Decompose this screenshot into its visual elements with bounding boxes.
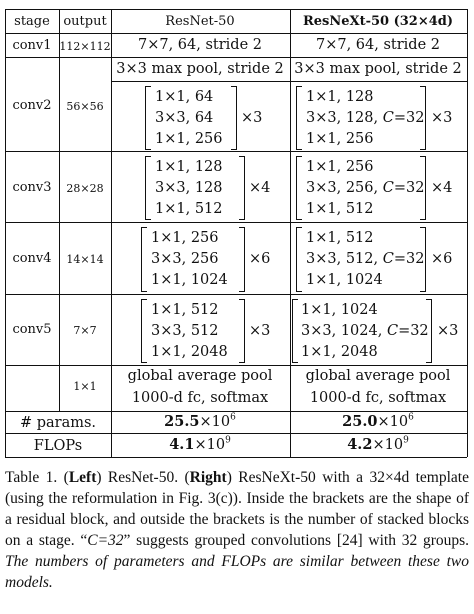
resnext-conv3-l1: 1×1, 256 bbox=[306, 159, 374, 175]
table-caption: Table 1. (Left) ResNet-50. (Right) ResNeXt-50 with a 32×4d template (using the reformulation in Fig. 3(c)). Inside the brackets are the shape of a residual block, and outside the brackets is the number of stacked blocks on a stage. “C=32” suggests grouped convolutions [24] with 32 groups. The numbers of parameters and FLOPs are similar between these two models. bbox=[5, 469, 470, 591]
output-conv2: 56×56 bbox=[66, 100, 104, 113]
resnext-conv3-left-bracket bbox=[296, 156, 302, 220]
resnet-conv5-l2: 3×3, 512 bbox=[151, 323, 219, 339]
params-label: # params. bbox=[19, 415, 97, 431]
resnet-fc: 1000-d fc, softmax bbox=[131, 390, 269, 406]
output-conv4: 14×14 bbox=[66, 253, 104, 266]
resnet-conv5-right-bracket bbox=[239, 299, 245, 363]
header-output: output bbox=[63, 14, 107, 29]
resnet-conv2-l3: 1×1, 256 bbox=[155, 131, 223, 147]
resnext-gap: global average pool bbox=[305, 368, 451, 384]
output-conv1: 112×112 bbox=[59, 40, 111, 53]
resnext-conv4-l1: 1×1, 512 bbox=[306, 230, 374, 246]
header-resnet: ResNet-50 bbox=[165, 14, 235, 29]
resnet-conv1: 7×7, 64, stride 2 bbox=[137, 37, 263, 53]
resnet-conv3-l1: 1×1, 128 bbox=[155, 159, 223, 175]
resnext-conv5-mult: ×3 bbox=[437, 323, 459, 339]
resnet-conv3-l2: 3×3, 128 bbox=[155, 180, 223, 196]
resnext-conv5-l2: 3×3, 1024, C=32 bbox=[301, 323, 429, 339]
resnext-conv4-l2: 3×3, 512, C=32 bbox=[306, 251, 425, 267]
resnext-conv2-l1: 1×1, 128 bbox=[306, 89, 374, 105]
resnext-flops: $4.2\times 10^9$ bbox=[347, 435, 409, 453]
resnext-conv1: 7×7, 64, stride 2 bbox=[315, 37, 441, 53]
resnext-conv2-l2: 3×3, 128, C=32 bbox=[306, 110, 425, 126]
resnet-conv4-mult: ×6 bbox=[249, 251, 271, 267]
stage-conv1: conv1 bbox=[12, 38, 52, 53]
output-final: 1×1 bbox=[73, 380, 97, 393]
header-resnext: ResNeXt-50 (32×4d) bbox=[302, 14, 454, 29]
stage-conv2: conv2 bbox=[12, 98, 52, 113]
stage-conv3: conv3 bbox=[12, 180, 52, 195]
resnet-conv4-left-bracket bbox=[141, 227, 147, 292]
resnet-gap: global average pool bbox=[127, 368, 273, 384]
resnet-conv4-right-bracket bbox=[239, 227, 245, 292]
resnet-conv2-l1: 1×1, 64 bbox=[155, 89, 214, 105]
resnext-maxpool: 3×3 max pool, stride 2 bbox=[294, 61, 462, 77]
resnet-conv2-left-bracket bbox=[145, 86, 151, 150]
resnext-conv3-mult: ×4 bbox=[431, 180, 453, 196]
resnet-conv2-mult: ×3 bbox=[241, 110, 263, 126]
resnet-flops: $4.1\times 10^9$ bbox=[169, 435, 231, 453]
stage-conv5: conv5 bbox=[12, 322, 52, 337]
resnext-fc: 1000-d fc, softmax bbox=[309, 390, 447, 406]
resnext-conv2-left-bracket bbox=[296, 86, 302, 150]
resnet-conv4-l2: 3×3, 256 bbox=[151, 251, 219, 267]
resnext-conv5-l1: 1×1, 1024 bbox=[301, 302, 378, 318]
resnet-conv3-l3: 1×1, 512 bbox=[155, 201, 223, 217]
resnext-conv3-l2: 3×3, 256, C=32 bbox=[306, 180, 425, 196]
resnet-conv4-l3: 1×1, 1024 bbox=[151, 272, 228, 288]
resnet-conv2-right-bracket bbox=[231, 86, 237, 150]
resnet-conv3-left-bracket bbox=[145, 156, 151, 220]
stage-conv4: conv4 bbox=[12, 251, 52, 266]
resnet-conv5-l3: 1×1, 2048 bbox=[151, 344, 228, 360]
architecture-table bbox=[5, 9, 467, 457]
resnext-conv4-left-bracket bbox=[296, 227, 302, 292]
resnext-conv5-left-bracket bbox=[292, 299, 298, 363]
resnet-conv5-left-bracket bbox=[141, 299, 147, 363]
resnext-params: $25.0\times 10^6$ bbox=[342, 412, 414, 430]
resnet-conv4-l1: 1×1, 256 bbox=[151, 230, 219, 246]
resnext-conv2-mult: ×3 bbox=[431, 110, 453, 126]
flops-label: FLOPs bbox=[33, 438, 83, 454]
output-conv5: 7×7 bbox=[73, 324, 97, 337]
resnet-conv5-mult: ×3 bbox=[249, 323, 271, 339]
resnet-conv3-mult: ×4 bbox=[249, 180, 271, 196]
output-conv3: 28×28 bbox=[66, 182, 104, 195]
resnext-conv4-l3: 1×1, 1024 bbox=[306, 272, 383, 288]
resnext-conv5-l3: 1×1, 2048 bbox=[301, 344, 378, 360]
resnet-conv2-l2: 3×3, 64 bbox=[155, 110, 214, 126]
resnet-conv3-right-bracket bbox=[239, 156, 245, 220]
resnet-conv5-l1: 1×1, 512 bbox=[151, 302, 219, 318]
resnext-conv4-mult: ×6 bbox=[431, 251, 453, 267]
resnext-conv3-l3: 1×1, 512 bbox=[306, 201, 374, 217]
resnext-conv2-l3: 1×1, 256 bbox=[306, 131, 374, 147]
resnet-params: $25.5\times 10^6$ bbox=[164, 412, 236, 430]
header-stage: stage bbox=[14, 14, 50, 29]
resnet-maxpool: 3×3 max pool, stride 2 bbox=[116, 61, 284, 77]
